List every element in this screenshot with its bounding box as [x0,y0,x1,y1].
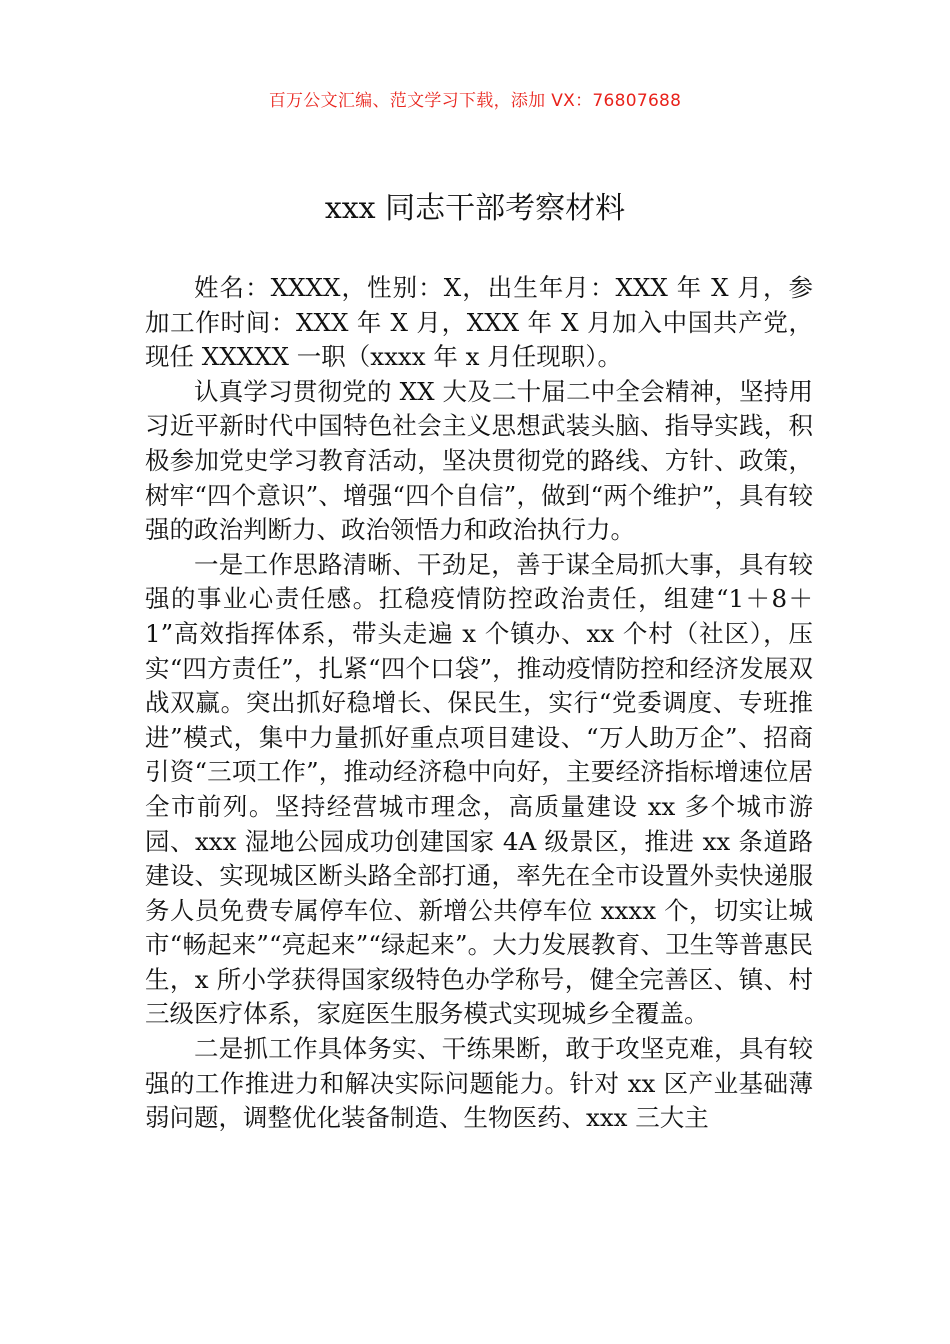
paragraph-political: 认真学习贯彻党的 XX 大及二十届二中全会精神，坚持用习近平新时代中国特色社会主义思想武装头脑、指导实践，积极参加党史学习教育活动，坚决贯彻党的路线、方针、政策，树牢“四个意识”、增强“四个自信”，做到“两个维护”，具有较强的政治判断力、政治领悟力和政治执行力。 [145,376,813,545]
paragraph-work-execution: 二是抓工作具体务实、干练果断，敢于攻坚克难，具有较强的工作推进力和解决实际问题能力。针对 xx 区产业基础薄弱问题，调整优化装备制造、生物医药、xxx 三大主 [145,1034,813,1133]
paragraph-work-approach: 一是工作思路清晰、干劲足，善于谋全局抓大事，具有较强的事业心责任感。扛稳疫情防控政治责任，组建“1＋8＋1”高效指挥体系，带头走遍 x 个镇办、xx 个村（社区），压实“四方责任”，扎紧“四个口袋”，推动疫情防控和经济发展双战双赢。突出抓好稳增长、保民生，实行“党委调度、专班推进”模式，集中力量抓好重点项目建设、“万人助万企”、招商引资“三项工作”，推动经济稳中向好，主要经济指标增速位居全市前列。坚持经营城市理念，高质量建设 xx 多个城市游园、xxx 湿地公园成功创建国家 4A 级景区，推进 xx 条道路建设、实现城区断头路全部打通，率先在全市设置外卖快递服务人员免费专属停车位、新增公共停车位 xxxx 个，切实让城市“畅起来”“亮起来”“绿起来”。大力发展教育、卫生等普惠民生，x 所小学获得国家级特色办学称号，健全完善区、镇、村三级医疗体系，家庭医生服务模式实现城乡全覆盖。 [145,549,813,1029]
header-banner: 百万公文汇编、范文学习下载，添加 VX：76807688 [268,91,682,111]
page-title: xxx 同志干部考察材料 [324,191,626,226]
document-body [145,271,813,1136]
paragraph-basic-info: 姓名：XXXX，性别：X，出生年月：XXX 年 X 月，参加工作时间：XXX 年 X 月，XXX 年 X 月加入中国共产党，现任 XXXXX 一职（xxxx 年 x 月任现职）。 [145,273,813,372]
